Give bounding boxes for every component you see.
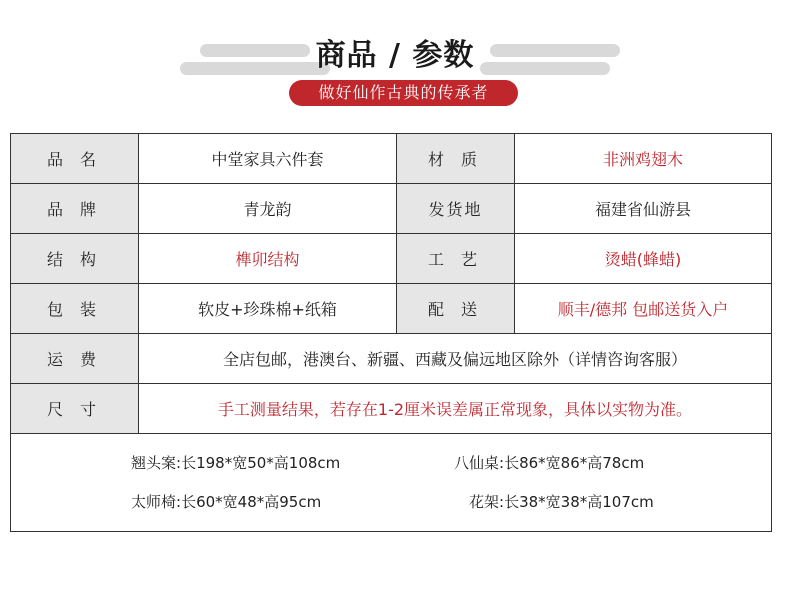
label-delivery: 配 送 (397, 284, 515, 333)
label-size: 尺 寸 (11, 384, 139, 433)
dimension-name: 太师椅: (131, 493, 182, 511)
value-delivery: 顺丰/德邦 包邮送货入户 (557, 300, 729, 319)
header (0, 0, 790, 118)
label-shipping-fee: 运 费 (11, 334, 139, 383)
dimension-name: 翘头案: (131, 454, 182, 472)
page-title: 商品 / 参数 (315, 38, 475, 73)
value-product-name: 中堂家具六件套 (139, 134, 397, 183)
value-material: 非洲鸡翅木 (602, 150, 683, 169)
table-row (11, 184, 771, 234)
table-row (11, 284, 771, 334)
value-brand: 青龙韵 (139, 184, 397, 233)
table-row (11, 134, 771, 184)
label-structure: 结 构 (11, 234, 139, 283)
table-row (11, 234, 771, 284)
dimensions-section (11, 434, 771, 531)
spec-table (10, 133, 772, 532)
dimension-item (454, 452, 644, 473)
dimension-name: 花架: (469, 493, 505, 511)
table-row (11, 384, 771, 434)
value-shipping-fee: 全店包邮，港澳台、新疆、西藏及偏远地区除外（详情咨询客服） (222, 350, 687, 369)
dimension-item (469, 491, 654, 512)
value-craft: 烫蜡(蜂蜡) (604, 250, 682, 269)
dimension-value: 长38*宽38*高107cm (504, 493, 654, 511)
dimension-item (131, 491, 321, 512)
table-row (11, 334, 771, 384)
dimension-name: 八仙桌: (454, 454, 505, 472)
dimension-item (131, 452, 340, 473)
value-packaging: 软皮+珍珠棉+纸箱 (139, 284, 397, 333)
dimension-value: 长86*宽86*高78cm (504, 454, 645, 472)
label-packaging: 包 装 (11, 284, 139, 333)
dimension-value: 长60*宽48*高95cm (181, 493, 322, 511)
label-product-name: 品 名 (11, 134, 139, 183)
label-material: 材 质 (397, 134, 515, 183)
label-brand: 品 牌 (11, 184, 139, 233)
value-structure: 榫卯结构 (139, 234, 397, 283)
label-craft: 工 艺 (397, 234, 515, 283)
dimension-value: 长198*宽50*高108cm (181, 454, 341, 472)
value-origin: 福建省仙游县 (594, 200, 691, 219)
label-origin: 发货地 (397, 184, 515, 233)
value-size-note: 手工测量结果，若存在1-2厘米误差属正常现象，具体以实物为准。 (217, 400, 693, 419)
subtitle-badge: 做好仙作古典的传承者 (289, 80, 518, 106)
